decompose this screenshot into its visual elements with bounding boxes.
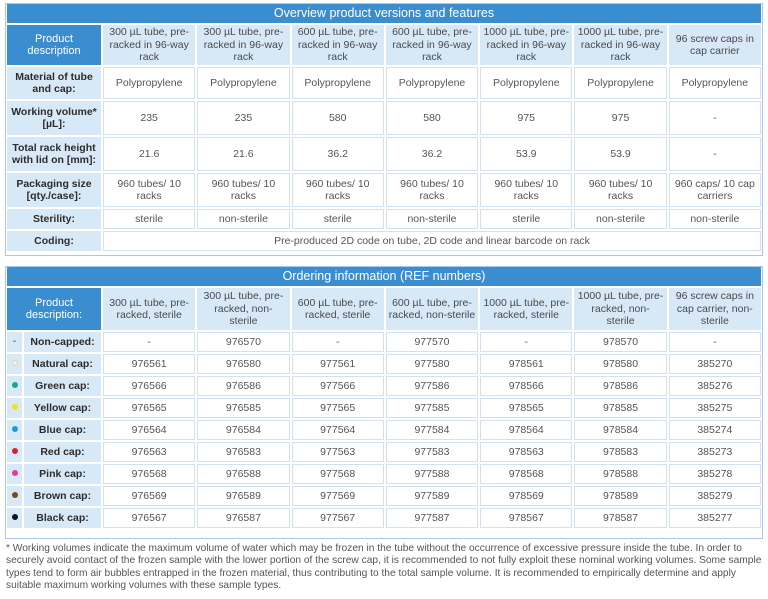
ordering-cell: 978586 <box>574 376 666 396</box>
ordering-cell: 977566 <box>292 376 384 396</box>
overview-cell: 235 <box>197 101 289 135</box>
ordering-row-label: Pink cap: <box>24 464 101 484</box>
ordering-cell: 385273 <box>669 442 761 462</box>
ordering-column-header: 300 µL tube, pre-racked, non- sterile <box>197 288 289 330</box>
overview-row-label: Total rack height with lid on [mm]: <box>7 137 101 171</box>
ordering-cell: 977565 <box>292 398 384 418</box>
ordering-cell: 977570 <box>386 332 478 352</box>
overview-column-header: 300 µL tube, pre-racked in 96-way rack <box>197 25 289 65</box>
ordering-cell: 978566 <box>480 376 572 396</box>
ordering-row <box>7 420 761 440</box>
overview-cell: 960 tubes/ 10 racks <box>574 173 666 207</box>
ordering-row <box>7 398 761 418</box>
ordering-column-header: 96 screw caps in cap carrier, non-sterile <box>669 288 761 330</box>
ordering-cell: - <box>292 332 384 352</box>
overview-cell: - <box>669 101 761 135</box>
ordering-cell: 978588 <box>574 464 666 484</box>
ordering-cell: 978561 <box>480 354 572 374</box>
ordering-cell: 977563 <box>292 442 384 462</box>
overview-cell: Polypropylene <box>669 67 761 99</box>
cap-color-dot-icon <box>12 404 18 410</box>
cap-color-marker <box>7 464 22 484</box>
ordering-cell: 977568 <box>292 464 384 484</box>
cap-color-dot-icon <box>12 470 18 476</box>
ordering-row-label: Black cap: <box>24 508 101 528</box>
ordering-row <box>7 464 761 484</box>
ordering-cell: 976563 <box>103 442 195 462</box>
ordering-cell: 977564 <box>292 420 384 440</box>
overview-row <box>7 173 761 207</box>
ordering-header-row <box>7 288 761 330</box>
ordering-row-label: Red cap: <box>24 442 101 462</box>
ordering-cell: 976570 <box>197 332 289 352</box>
ordering-corner-label: Product description: <box>7 288 101 330</box>
ordering-cell: 977589 <box>386 486 478 506</box>
ordering-cell: 977583 <box>386 442 478 462</box>
overview-coding-row <box>7 231 761 251</box>
ordering-cell: 385279 <box>669 486 761 506</box>
overview-header-row <box>7 25 761 65</box>
cap-color-marker <box>7 508 22 528</box>
ordering-column-header: 600 µL tube, pre-racked, non-sterile <box>386 288 478 330</box>
overview-cell: 960 tubes/ 10 racks <box>386 173 478 207</box>
cap-color-marker <box>7 354 22 374</box>
ordering-cell: 978589 <box>574 486 666 506</box>
ordering-cell: 977586 <box>386 376 478 396</box>
ordering-cell: 976583 <box>197 442 289 462</box>
cap-color-dot-icon <box>12 360 18 366</box>
cap-color-marker <box>7 376 22 396</box>
overview-cell: sterile <box>480 209 572 229</box>
ordering-cell: 385270 <box>669 354 761 374</box>
ordering-cell: - <box>480 332 572 352</box>
ordering-cell: 978585 <box>574 398 666 418</box>
footnote: * Working volumes indicate the maximum volume of water which may be frozen in the tube without the occurrence of excessive pressure inside the tube. In order to securely avoid contact of the frozen sample with the lower portion of the screw cap, it is recommended to not fully exploit these nominal working volumes. Some sample types tend to form air bubbles entrapped in the frozen material, thus contributing to the total sample volume. It is recommended to empirically determine and apply suitable maximum working volumes with these sample types. <box>6 543 762 591</box>
ordering-cell: 385278 <box>669 464 761 484</box>
overview-cell: 960 caps/ 10 cap carriers <box>669 173 761 207</box>
ordering-cell: 976567 <box>103 508 195 528</box>
overview-row-label: Material of tube and cap: <box>7 67 101 99</box>
overview-row-label: Sterility: <box>7 209 101 229</box>
ordering-cell: 976589 <box>197 486 289 506</box>
overview-column-header: 1000 µL tube, pre-racked in 96-way rack <box>480 25 572 65</box>
ordering-cell: - <box>669 332 761 352</box>
ordering-cell: 978565 <box>480 398 572 418</box>
overview-column-header: 600 µL tube, pre-racked in 96-way rack <box>386 25 478 65</box>
ordering-cell: 978568 <box>480 464 572 484</box>
ordering-row <box>7 332 761 352</box>
cap-color-dot-icon <box>12 492 18 498</box>
overview-cell: 580 <box>292 101 384 135</box>
ordering-column-header: 1000 µL tube, pre-racked, non- sterile <box>574 288 666 330</box>
ordering-cell: 976580 <box>197 354 289 374</box>
cap-color-dot-icon <box>12 426 18 432</box>
ordering-cell: 976565 <box>103 398 195 418</box>
ordering-cell: 978570 <box>574 332 666 352</box>
ordering-cell: 385277 <box>669 508 761 528</box>
ordering-column-header: 300 µL tube, pre-racked, sterile <box>103 288 195 330</box>
ordering-row-label: Blue cap: <box>24 420 101 440</box>
ordering-cell: 978563 <box>480 442 572 462</box>
overview-cell: Polypropylene <box>197 67 289 99</box>
ordering-row-label: Brown cap: <box>24 486 101 506</box>
overview-cell: 580 <box>386 101 478 135</box>
ordering-cell: - <box>103 332 195 352</box>
cap-color-marker <box>7 442 22 462</box>
cap-color-marker <box>7 398 22 418</box>
overview-cell: 960 tubes/ 10 racks <box>103 173 195 207</box>
overview-title: Overview product versions and features <box>7 4 761 23</box>
cap-color-marker <box>7 332 22 352</box>
coding-label: Coding: <box>7 231 101 251</box>
ordering-cell: 977580 <box>386 354 478 374</box>
cap-color-dot-icon <box>12 382 18 388</box>
ordering-row <box>7 508 761 528</box>
ordering-row <box>7 486 761 506</box>
ordering-cell: 385276 <box>669 376 761 396</box>
ordering-cell: 976569 <box>103 486 195 506</box>
overview-cell: non-sterile <box>197 209 289 229</box>
ordering-column-header: 1000 µL tube, pre-racked, sterile <box>480 288 572 330</box>
cap-color-dot-icon <box>12 448 18 454</box>
cap-marker-text: - <box>12 335 17 347</box>
ordering-cell: 976564 <box>103 420 195 440</box>
overview-cell: 21.6 <box>103 137 195 171</box>
overview-cell: Polypropylene <box>480 67 572 99</box>
ordering-cell: 976566 <box>103 376 195 396</box>
ordering-cell: 977561 <box>292 354 384 374</box>
overview-column-header: 600 µL tube, pre-racked in 96-way rack <box>292 25 384 65</box>
overview-cell: 36.2 <box>386 137 478 171</box>
overview-corner-label: Product description <box>7 25 101 65</box>
overview-cell: Polypropylene <box>574 67 666 99</box>
ordering-row <box>7 376 761 396</box>
overview-row <box>7 101 761 135</box>
ordering-row-label: Natural cap: <box>24 354 101 374</box>
overview-cell: Polypropylene <box>386 67 478 99</box>
ordering-row <box>7 442 761 462</box>
ordering-cell: 978587 <box>574 508 666 528</box>
coding-value: Pre-produced 2D code on tube, 2D code and linear barcode on rack <box>103 231 761 251</box>
ordering-cell: 976584 <box>197 420 289 440</box>
overview-column-header: 300 µL tube, pre-racked in 96-way rack <box>103 25 195 65</box>
overview-table <box>5 2 763 253</box>
ordering-cell: 978583 <box>574 442 666 462</box>
ordering-cell: 385274 <box>669 420 761 440</box>
ordering-cell: 976586 <box>197 376 289 396</box>
overview-title-row <box>7 4 761 23</box>
ordering-cell: 978564 <box>480 420 572 440</box>
ordering-table <box>5 265 763 530</box>
overview-cell: 975 <box>480 101 572 135</box>
overview-row <box>7 67 761 99</box>
overview-cell: non-sterile <box>386 209 478 229</box>
ordering-row-label: Non-capped: <box>24 332 101 352</box>
ordering-cell: 977585 <box>386 398 478 418</box>
ordering-title: Ordering information (REF numbers) <box>7 267 761 286</box>
overview-cell: 975 <box>574 101 666 135</box>
ordering-cell: 977584 <box>386 420 478 440</box>
cap-color-marker <box>7 486 22 506</box>
overview-column-header: 96 screw caps in cap carrier <box>669 25 761 65</box>
overview-cell: 36.2 <box>292 137 384 171</box>
cap-color-dot-icon <box>12 514 18 520</box>
ordering-title-row <box>7 267 761 286</box>
overview-cell: - <box>669 137 761 171</box>
ordering-cell: 977567 <box>292 508 384 528</box>
ordering-cell: 976568 <box>103 464 195 484</box>
overview-cell: Polypropylene <box>103 67 195 99</box>
ordering-cell: 385275 <box>669 398 761 418</box>
overview-cell: Polypropylene <box>292 67 384 99</box>
ordering-cell: 976587 <box>197 508 289 528</box>
overview-cell: sterile <box>292 209 384 229</box>
ordering-cell: 977569 <box>292 486 384 506</box>
overview-row <box>7 137 761 171</box>
overview-cell: 53.9 <box>480 137 572 171</box>
ordering-cell: 976585 <box>197 398 289 418</box>
ordering-row-label: Green cap: <box>24 376 101 396</box>
ordering-column-header: 600 µL tube, pre-racked, sterile <box>292 288 384 330</box>
overview-row-label: Working volume* [µL]: <box>7 101 101 135</box>
ordering-cell: 977587 <box>386 508 478 528</box>
ordering-cell: 978569 <box>480 486 572 506</box>
ordering-cell: 978567 <box>480 508 572 528</box>
overview-cell: 235 <box>103 101 195 135</box>
ordering-row <box>7 354 761 374</box>
ordering-cell: 976588 <box>197 464 289 484</box>
overview-cell: sterile <box>103 209 195 229</box>
ordering-cell: 978584 <box>574 420 666 440</box>
cap-color-marker <box>7 420 22 440</box>
overview-cell: non-sterile <box>574 209 666 229</box>
ordering-cell: 976561 <box>103 354 195 374</box>
ordering-row-label: Yellow cap: <box>24 398 101 418</box>
ordering-cell: 978580 <box>574 354 666 374</box>
overview-row-label: Packaging size [qty./case]: <box>7 173 101 207</box>
overview-row <box>7 209 761 229</box>
overview-cell: non-sterile <box>669 209 761 229</box>
ordering-cell: 977588 <box>386 464 478 484</box>
overview-cell: 960 tubes/ 10 racks <box>197 173 289 207</box>
overview-column-header: 1000 µL tube, pre-racked in 96-way rack <box>574 25 666 65</box>
overview-cell: 21.6 <box>197 137 289 171</box>
overview-cell: 960 tubes/ 10 racks <box>480 173 572 207</box>
overview-cell: 960 tubes/ 10 racks <box>292 173 384 207</box>
overview-cell: 53.9 <box>574 137 666 171</box>
